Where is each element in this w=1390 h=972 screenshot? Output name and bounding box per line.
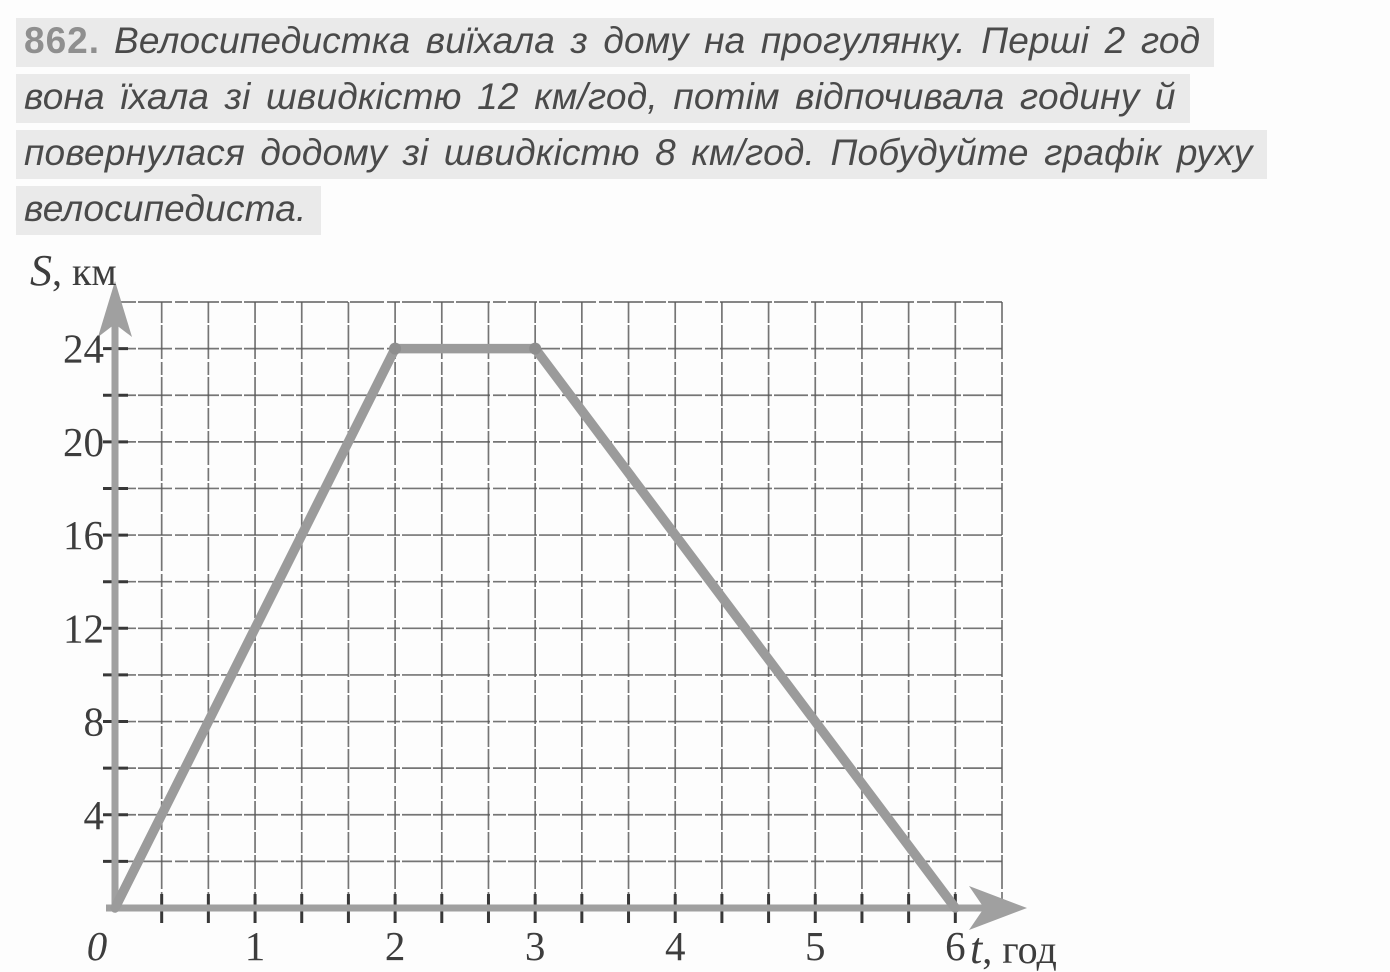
x-tick-label: 4 <box>664 923 686 969</box>
vertex-marker <box>529 343 541 355</box>
x-tick-label: 6 <box>945 923 966 969</box>
problem-text-3: повернулася додому зі швидкістю 8 км/год. Побудуйте графік руху <box>24 132 1253 173</box>
x-tick-label: 5 <box>805 923 826 969</box>
y-tick-label: 24 <box>63 325 104 372</box>
problem-text-1: Велосипедистка виїхала з дому на прогулянку. Перші 2 год <box>114 20 1201 61</box>
x-axis-label <box>970 924 1057 972</box>
y-axis-unit: , км <box>52 249 117 294</box>
y-tick-label: 20 <box>63 418 104 465</box>
x-tick-label: 0 <box>86 923 108 969</box>
x-tick-label: 1 <box>244 923 266 969</box>
y-tick-label: 8 <box>83 698 104 745</box>
x-tick-label: 3 <box>524 923 546 969</box>
vertex-marker <box>389 343 401 355</box>
y-tick-label: 16 <box>63 512 104 559</box>
problem-number: 862. <box>24 20 101 61</box>
x-axis-unit: , год <box>982 927 1057 972</box>
tick-labels <box>63 326 966 969</box>
y-tick-label: 4 <box>83 791 104 838</box>
y-tick-label: 12 <box>63 605 104 652</box>
axis-ticks <box>103 349 955 923</box>
x-tick-label: 2 <box>384 923 406 969</box>
x-axis-variable: t <box>970 924 983 972</box>
grid-lines <box>115 302 1002 908</box>
y-axis-variable: S <box>30 246 52 295</box>
y-axis-label <box>30 246 117 295</box>
problem-text-4: велосипедиста. <box>24 188 307 229</box>
problem-text-2: вона їхала зі швидкістю 12 км/год, потім відпочивала годину й <box>24 76 1176 117</box>
